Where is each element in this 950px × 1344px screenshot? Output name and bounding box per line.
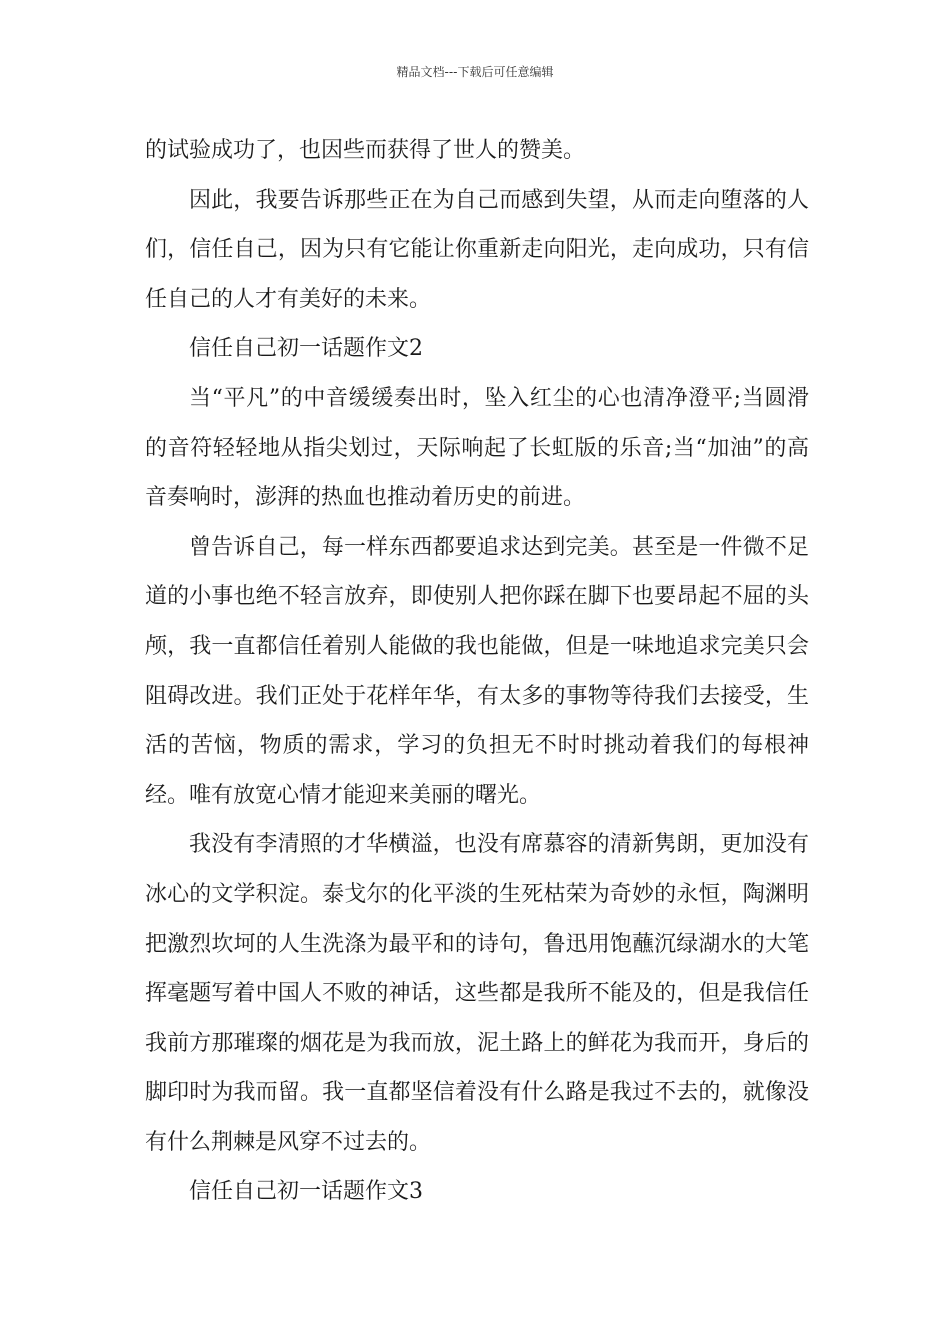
section-title: 信任自己初一话题作文2 [189, 336, 423, 362]
section-title: 信任自己初一话题作文3 [189, 1179, 423, 1205]
paragraph: 的试验成功了，也因些而获得了世人的赞美。 [145, 138, 586, 163]
paragraph: 我没有李清照的才华横溢，也没有席慕容的清新隽朗，更加没有冰心的文学积淀。泰戈尔的化平淡的生死枯荣为奇妙的永恒，陶渊明把激烈坎坷的人生洗涤为最平和的诗句，鲁迅用饱蘸沉绿湖水的大笔挥毫题写着中国人不败的神话，这些都是我所不能及的，但是我信任我前方那璀璨的烟花是为我而放，泥土路上的鲜花为我而开，身后的脚印时为我而留。我一直都坚信着没有什么路是我过不去的，就像没有什么荆棘是风穿不过去的。 [145, 832, 809, 1155]
page-header: 精品文档---下载后可任意编辑 [396, 65, 554, 79]
document-body [145, 126, 809, 1217]
paragraph: 当“平凡”的中音缓缓奏出时，坠入红尘的心也清净澄平;当圆滑的音符轻轻地从指尖划过，天际响起了长虹版的乐音;当“加油”的高音奏响时，澎湃的热血也推动着历史的前进。 [145, 385, 809, 511]
paragraph: 曾告诉自己，每一样东西都要追求达到完美。甚至是一件微不足道的小事也绝不轻言放弃，即使别人把你踩在脚下也要昂起不屈的头颅，我一直都信任着别人能做的我也能做，但是一味地追求完美只会阻碍改进。我们正处于花样年华，有太多的事物等待我们去接受，生活的苦恼，物质的需求，学习的负担无不时时挑动着我们的每根神经。唯有放宽心情才能迎来美丽的曙光。 [145, 534, 809, 808]
paragraph: 因此，我要告诉那些正在为自己而感到失望，从而走向堕落的人们，信任自己，因为只有它能让你重新走向阳光，走向成功，只有信任自己的人才有美好的未来。 [145, 187, 809, 312]
